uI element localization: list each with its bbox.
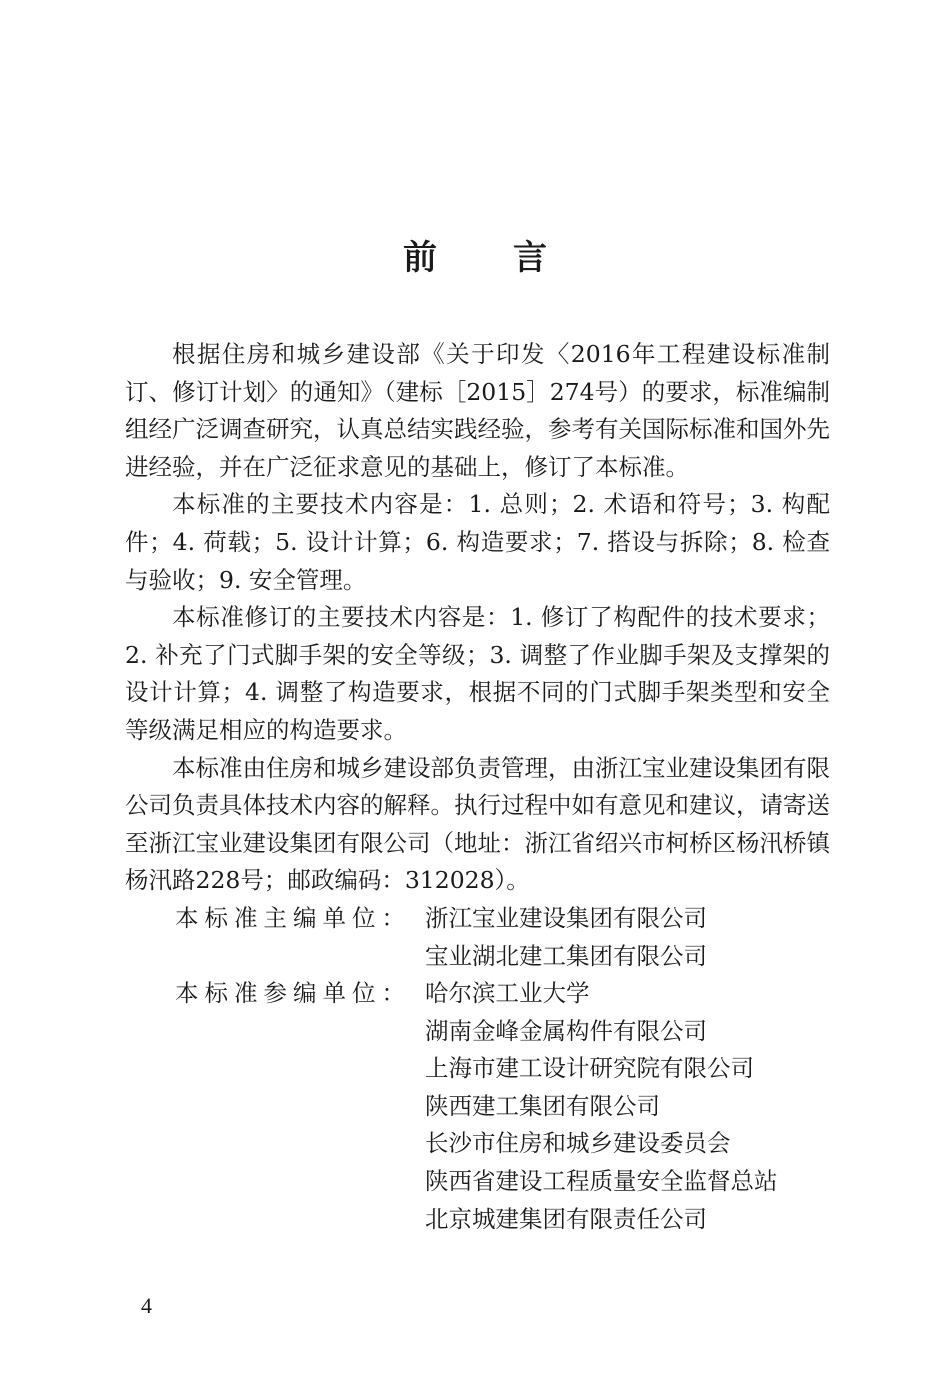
chief-editor-row	[125, 938, 830, 976]
paragraph-main-content: 本标准的主要技术内容是：1. 总则；2. 术语和符号；3. 构配件；4. 荷载；5. 设计计算；6. 构造要求；7. 搭设与拆除；8. 检查与验收；9. 安全管理。	[125, 490, 830, 594]
chief-editor-label: 本标准主编单位：	[175, 903, 411, 932]
participating-unit: 湖南金峰金属构件有限公司	[425, 1016, 707, 1045]
participating-row	[125, 1050, 830, 1088]
participating-unit: 陕西省建设工程质量安全监督总站	[425, 1167, 778, 1196]
chief-editor-row	[125, 900, 830, 938]
participating-unit: 长沙市住房和城乡建设委员会	[425, 1129, 731, 1158]
title-char-qian: 前	[403, 238, 437, 278]
participating-unit: 上海市建工设计研究院有限公司	[425, 1054, 754, 1083]
participating-unit: 哈尔滨工业大学	[425, 979, 590, 1008]
participating-row	[125, 975, 830, 1013]
participating-row	[125, 1088, 830, 1126]
title-char-yan: 言	[513, 238, 547, 278]
participating-row	[125, 1163, 830, 1201]
participating-unit: 陕西建工集团有限公司	[425, 1091, 660, 1120]
paragraph-revision-content: 本标准修订的主要技术内容是：1. 修订了构配件的技术要求；2. 补充了门式脚手架的安全等级；3. 调整了作业脚手架及支撑架的设计计算；4. 调整了构造要求，根据不同的门式脚手架类型和安全等级满足相应的构造要求。	[125, 603, 830, 744]
chief-editor-unit: 宝业湖北建工集团有限公司	[425, 941, 707, 970]
participating-unit: 北京城建集团有限责任公司	[425, 1204, 707, 1233]
participating-row	[125, 1125, 830, 1163]
chief-editor-unit: 浙江宝业建设集团有限公司	[425, 903, 707, 932]
paragraph-background: 根据住房和城乡建设部《关于印发〈2016年工程建设标准制订、修订计划〉的通知》（建标［2015］274号）的要求，标准编制组经广泛调查研究，认真总结实践经验，参考有关国际标准和国外先进经验，并在广泛征求意见的基础上，修订了本标准。	[125, 340, 830, 481]
participating-row	[125, 1201, 830, 1239]
participating-label: 本标准参编单位：	[175, 979, 411, 1008]
organization-list	[125, 900, 830, 1238]
preface-body	[125, 336, 830, 1238]
participating-row	[125, 1013, 830, 1051]
page-title	[0, 236, 950, 280]
paragraph-management: 本标准由住房和城乡建设部负责管理，由浙江宝业建设集团有限公司负责具体技术内容的解释。执行过程中如有意见和建议，请寄送至浙江宝业建设集团有限公司（地址：浙江省绍兴市柯桥区杨汛桥镇杨汛路228号；邮政编码：312028）。	[125, 753, 830, 895]
page-number: 4	[141, 1293, 152, 1318]
